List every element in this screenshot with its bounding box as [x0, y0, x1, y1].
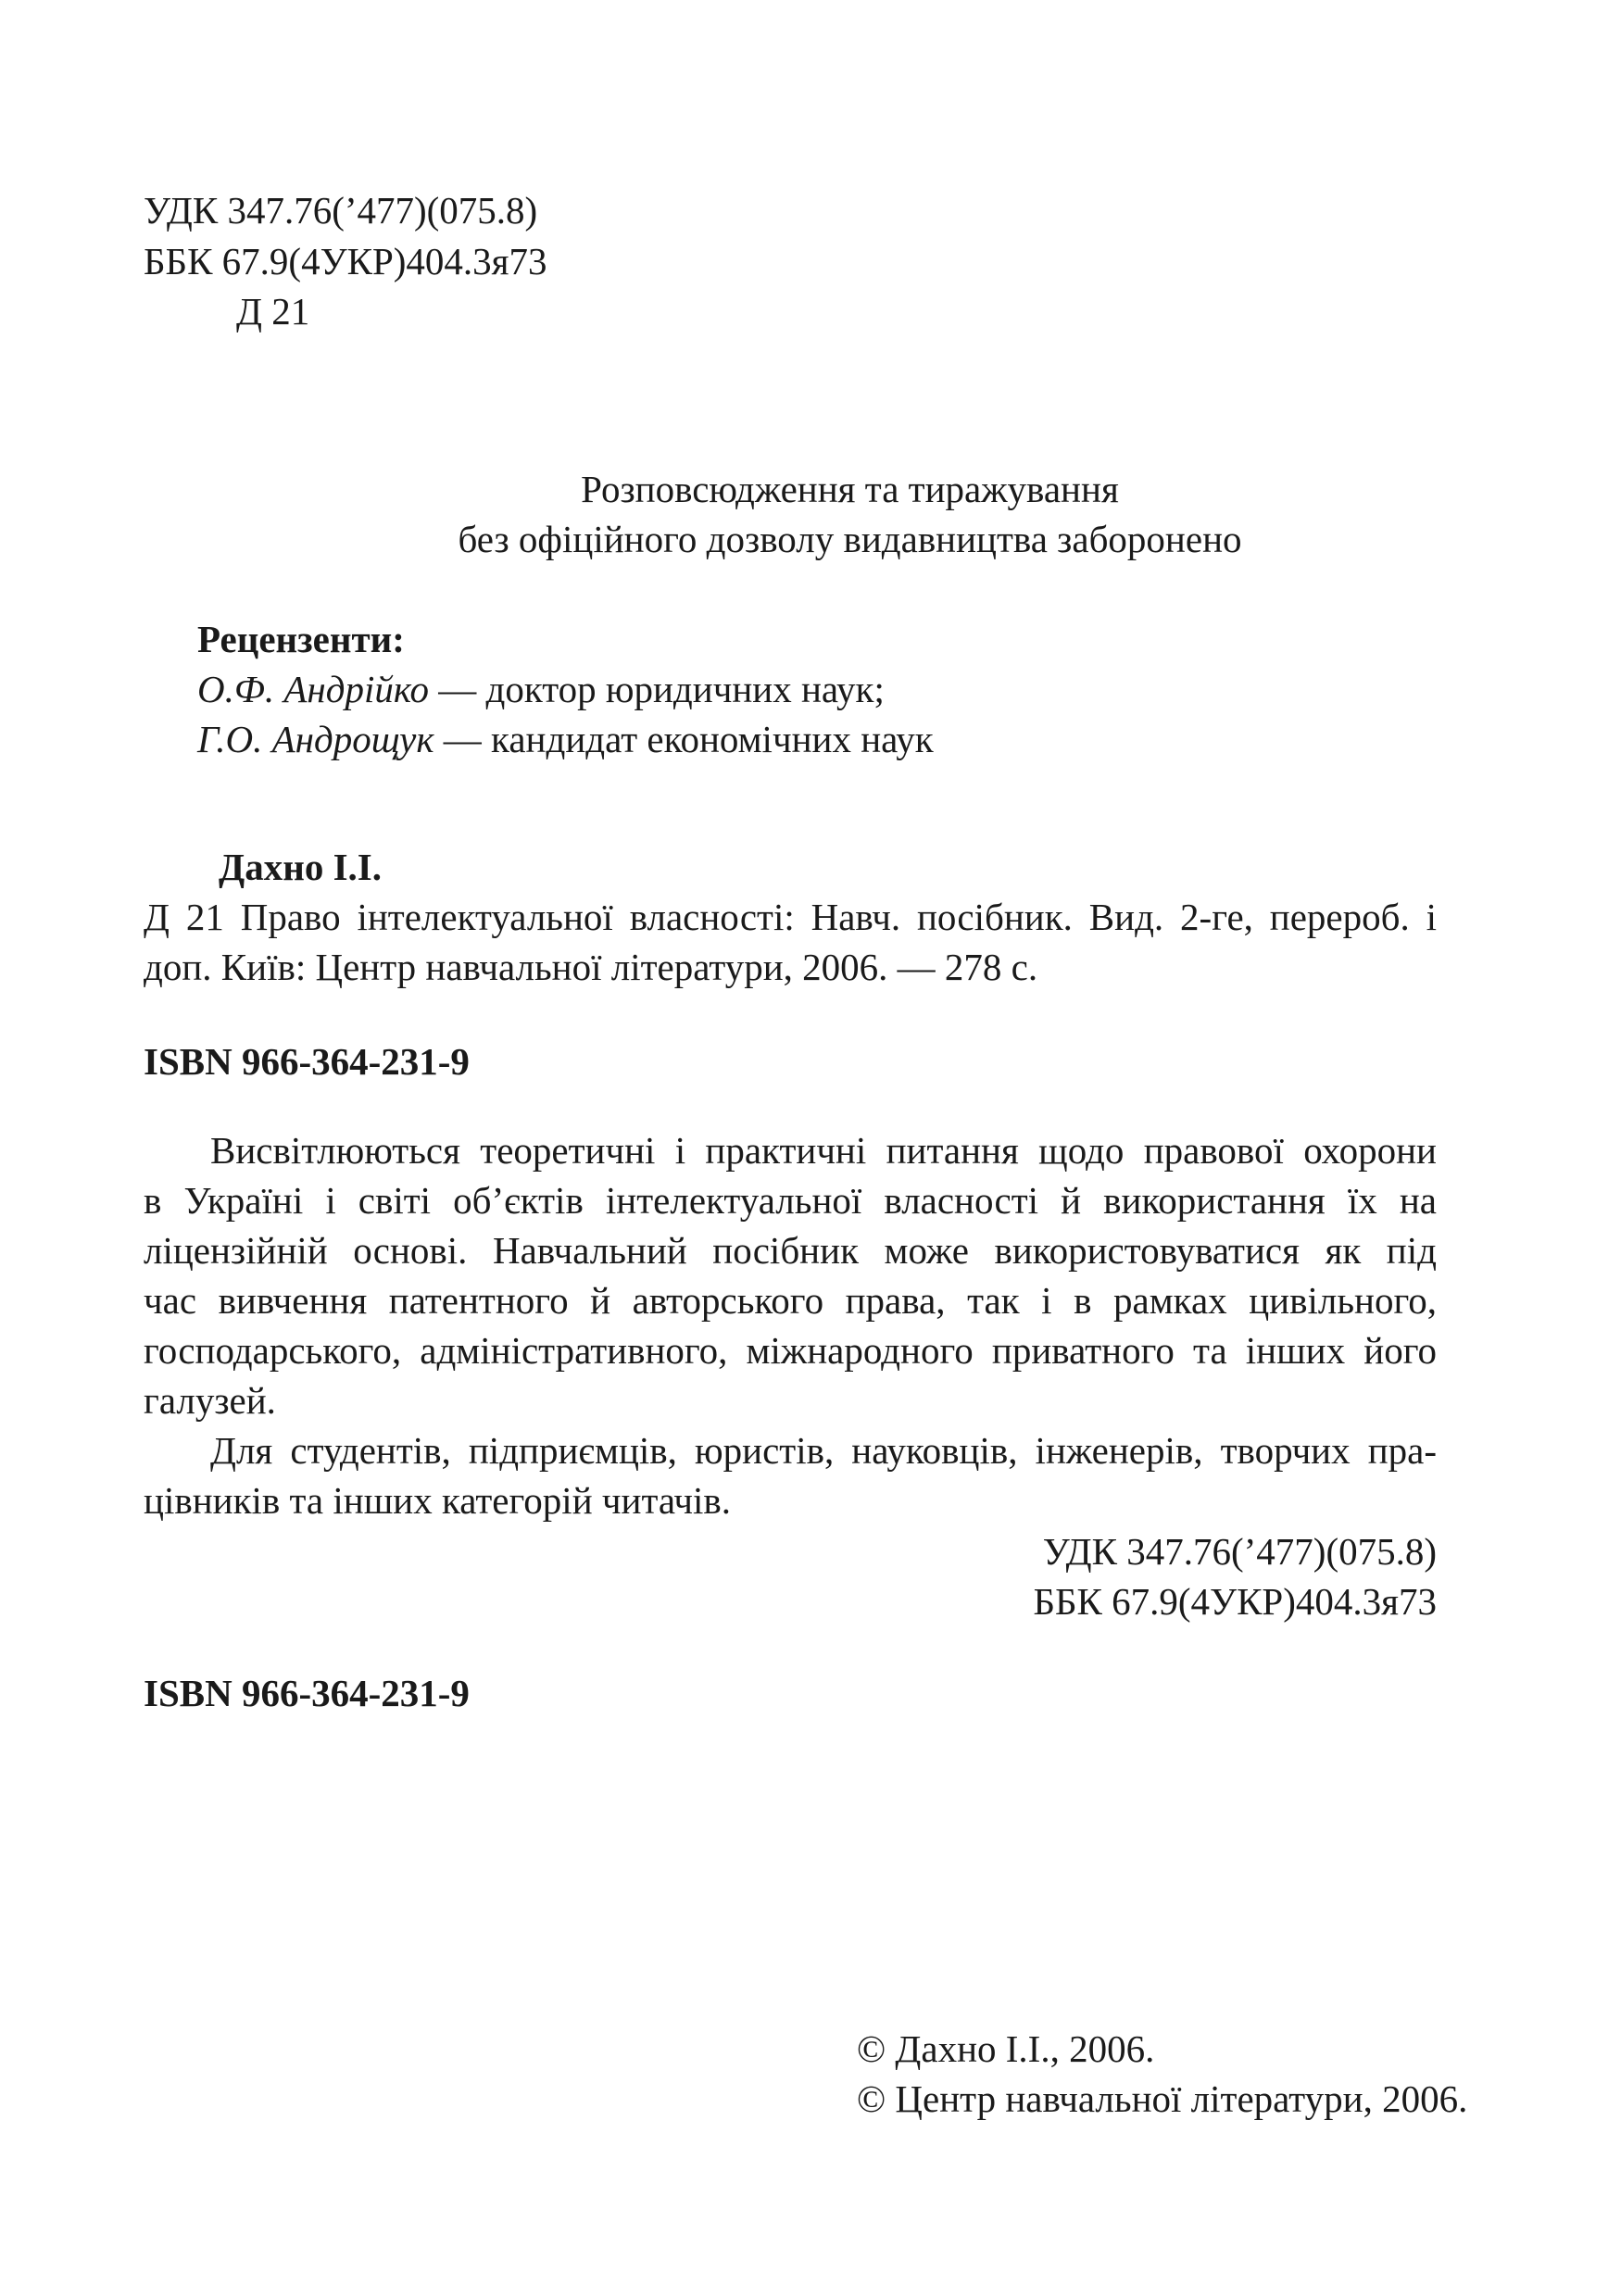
footer-udk-code: УДК 347.76(’477)(075.8) [1042, 1530, 1437, 1573]
isbn-bottom: ISBN 966-364-231-9 [144, 1672, 470, 1714]
bbk-code: ББК 67.9(4УКР)404.3я73 [144, 240, 547, 282]
distribution-notice-line-1: Розповсюдження та тиражування [581, 468, 1119, 510]
bib-line-1: Д 21 Право інтелектуальної власності: Навч. посібник. Вид. 2-ге, перероб. і [144, 896, 1437, 938]
reviewers-heading: Рецензенти: [197, 618, 405, 660]
bibliographic-description [144, 898, 1437, 998]
reviewer-1 [197, 668, 885, 710]
reviewer-1-name: О.Ф. Андрійко [197, 668, 429, 710]
reviewer-2-name: Г.О. Андрощук [197, 718, 434, 760]
abstract [144, 1129, 1437, 1532]
distribution-notice-line-2: без офіційного дозволу видавництва заборонено [458, 518, 1242, 560]
abstract-line-4: час вивчення патентного й авторського права, так і в рамках цивільного, [144, 1279, 1437, 1322]
abstract-line-2: в Україні і світі об’єктів інтелектуальної власності й використання їх на [144, 1179, 1437, 1222]
isbn-top: ISBN 966-364-231-9 [144, 1040, 470, 1083]
author-name: Дахно І.І. [219, 846, 382, 888]
reviewer-1-title: — доктор юридичних наук; [428, 668, 885, 710]
copyright-author: © Дахно І.І., 2006. [857, 2027, 1155, 2070]
audience-line-1: Для студентів, підприємців, юристів, науковців, інженерів, творчих пра- [210, 1429, 1437, 1472]
abstract-line-5: господарського, адміністративного, міжнародного приватного та інших його [144, 1329, 1437, 1372]
reviewer-2 [197, 718, 934, 760]
udk-code: УДК 347.76(’477)(075.8) [144, 189, 538, 232]
footer-bbk-code: ББК 67.9(4УКР)404.3я73 [1033, 1580, 1437, 1623]
abstract-line-3: ліцензійній основі. Навчальний посібник може використовуватися як під [144, 1229, 1437, 1272]
abstract-line-6: галузей. [144, 1379, 276, 1422]
reviewer-2-title: — кандидат економічних наук [434, 718, 934, 760]
copyright-publisher: © Центр навчальної літератури, 2006. [857, 2077, 1468, 2120]
author-sign-code: Д 21 [236, 290, 310, 332]
abstract-line-1: Висвітлюються теоретичні і практичні питання щодо правової охорони [210, 1129, 1437, 1172]
audience-line-2: цівників та інших категорій читачів. [144, 1479, 732, 1522]
bib-line-2: доп. Київ: Центр навчальної літератури, 2006. — 278 с. [144, 946, 1038, 988]
